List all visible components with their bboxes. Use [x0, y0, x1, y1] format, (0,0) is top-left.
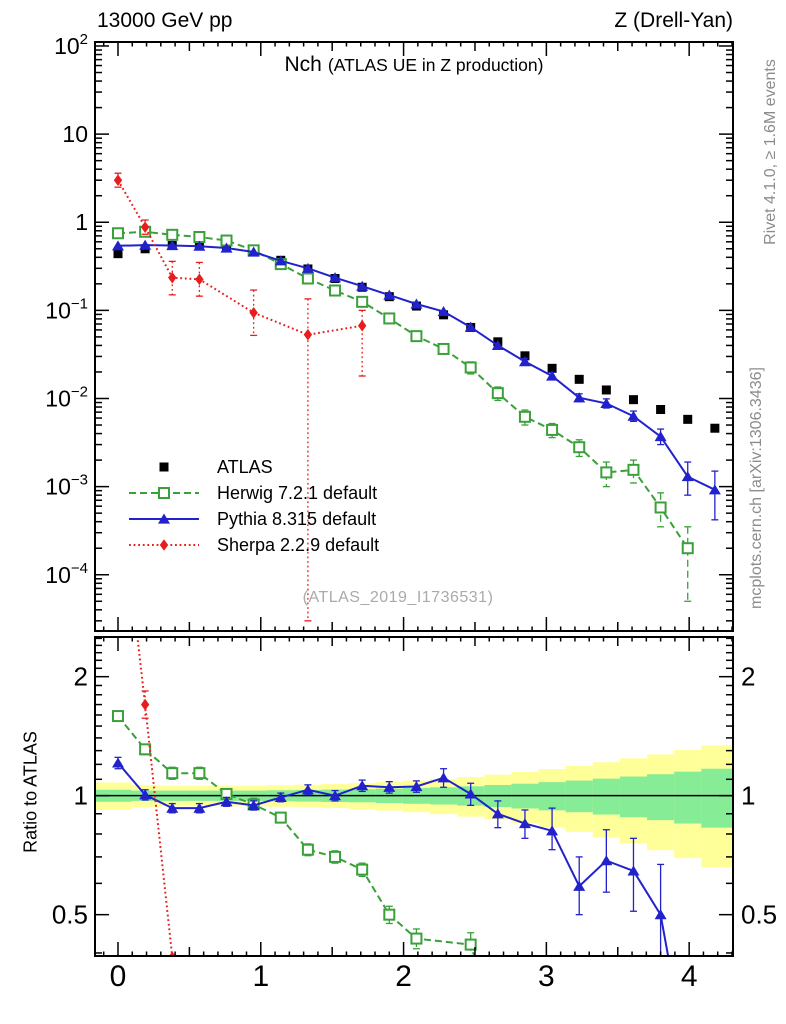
observable-context: (ATLAS UE in Z production) — [327, 55, 544, 75]
legend-item-sherpa — [125, 532, 379, 558]
svg-text:2: 2 — [73, 661, 88, 692]
atlas-marker-swatch — [125, 457, 203, 477]
svg-text:1: 1 — [75, 209, 88, 236]
series-herwig-7-2-1-default — [113, 711, 498, 1024]
svg-text:10−1: $10^{-1}$ — [45, 295, 88, 324]
svg-text:10−2: $10^{-2}$ — [45, 383, 88, 412]
svg-text:10: 10 — [62, 121, 88, 148]
legend-item-pythia — [125, 506, 379, 532]
svg-text:2: 2 — [741, 661, 756, 692]
herwig-marker-swatch — [125, 483, 203, 503]
analysis-id-watermark: (ATLAS_2019_I1736531) — [302, 589, 494, 606]
legend-label: Herwig 7.2.1 default — [217, 482, 378, 503]
svg-text:1: 1 — [741, 780, 756, 811]
beam-info: 13000 GeV pp — [97, 9, 233, 32]
svg-text:0.5: 0.5 — [741, 899, 778, 930]
svg-text:10−4: $10^{-4}$ — [45, 559, 88, 588]
legend-item-atlas — [125, 454, 379, 480]
svg-text:102: $10^2$ — [54, 30, 88, 59]
pythia-marker-swatch — [125, 509, 203, 529]
svg-text:10−3: $10^{-3}$ — [45, 471, 88, 500]
legend-label: Pythia 8.315 default — [217, 508, 377, 529]
legend-item-herwig — [125, 480, 379, 506]
svg-text:1: 1 — [73, 780, 88, 811]
uncertainty-bands — [95, 745, 733, 867]
observable-name: Nch — [284, 53, 322, 76]
svg-text:0.5: 0.5 — [51, 899, 88, 930]
legend-label: ATLAS — [217, 456, 273, 477]
svg-text:0: 0 — [109, 960, 127, 993]
svg-text:1: 1 — [252, 960, 270, 993]
svg-text:2: 2 — [395, 960, 412, 993]
svg-text:3: 3 — [538, 960, 555, 993]
rivet-version-note: Rivet 4.1.0, ≥ 1.6M events — [762, 59, 779, 245]
plot-title — [95, 53, 733, 77]
process-info: Z (Drell-Yan) — [614, 9, 733, 32]
mcplots-reference-note: mcplots.cern.ch [arXiv:1306.3436] — [748, 367, 765, 609]
ratio-axis-label: Ratio to ATLAS — [20, 731, 41, 853]
sherpa-marker-swatch — [125, 535, 203, 555]
legend-label: Sherpa 2.2.9 default — [217, 534, 380, 555]
legend — [125, 454, 379, 558]
svg-text:4: 4 — [680, 960, 698, 993]
